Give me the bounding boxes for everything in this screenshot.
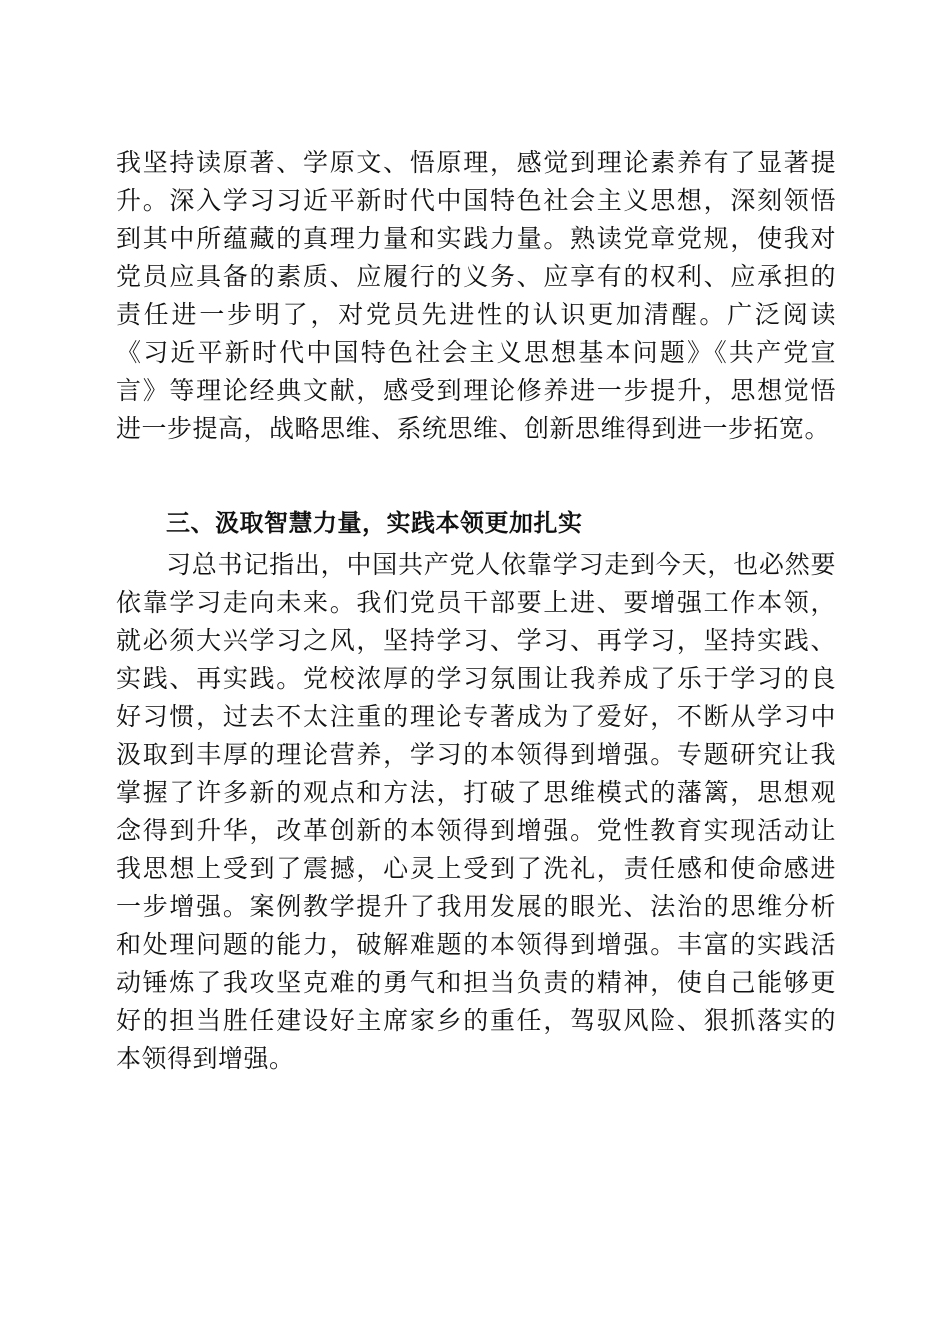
paragraph-1-line: 到其中所蕴藏的真理力量和实践力量。熟读党章党规，使我对 (116, 224, 836, 253)
paragraph-1-line: 党员应具备的素质、应履行的义务、应享有的权利、应承担的 (116, 262, 836, 291)
paragraph-2-line: 和处理问题的能力，破解难题的本领得到增强。丰富的实践活 (116, 930, 836, 959)
paragraph-2 (116, 546, 836, 1078)
paragraph-2-line: 好习惯，过去不太注重的理论专著成为了爱好，不断从学习中 (116, 702, 836, 731)
paragraph-2-line: 实践、再实践。党校浓厚的学习氛围让我养成了乐于学习的良 (116, 664, 836, 693)
paragraph-1-line: 我坚持读原著、学原文、悟原理，感觉到理论素养有了显著提 (116, 148, 836, 177)
paragraph-1-line: 言》等理论经典文献，感受到理论修养进一步提升，思想觉悟 (116, 376, 836, 405)
paragraph-2-line: 依靠学习走向未来。我们党员干部要上进、要增强工作本领， (116, 588, 836, 617)
paragraph-2-line: 念得到升华，改革创新的本领得到增强。党性教育实现活动让 (116, 816, 836, 845)
section-heading: 三、汲取智慧力量，实践本领更加扎实 (166, 509, 583, 537)
paragraph-1-line: 《习近平新时代中国特色社会主义思想基本问题》《共产党宣 (116, 338, 836, 367)
paragraph-2-line: 好的担当胜任建设好主席家乡的重任，驾驭风险、狠抓落实的 (116, 1006, 836, 1035)
paragraph-2-line: 本领得到增强。 (116, 1044, 295, 1073)
paragraph-2-line: 动锤炼了我攻坚克难的勇气和担当负责的精神，使自己能够更 (116, 968, 836, 997)
paragraph-2-line: 汲取到丰厚的理论营养，学习的本领得到增强。专题研究让我 (116, 740, 836, 769)
paragraph-1 (116, 144, 836, 448)
paragraph-2-line: 就必须大兴学习之风，坚持学习、学习、再学习，坚持实践、 (116, 626, 836, 655)
paragraph-1-line: 进一步提高，战略思维、系统思维、创新思维得到进一步拓宽。 (116, 414, 831, 443)
paragraph-2-line: 掌握了许多新的观点和方法，打破了思维模式的藩篱，思想观 (116, 778, 836, 807)
paragraph-2-line: 一步增强。案例教学提升了我用发展的眼光、法治的思维分析 (116, 892, 836, 921)
paragraph-2-line: 我思想上受到了震撼，心灵上受到了洗礼，责任感和使命感进 (116, 854, 836, 883)
paragraph-1-line: 升。深入学习习近平新时代中国特色社会主义思想，深刻领悟 (116, 186, 836, 215)
paragraph-1-line: 责任进一步明了，对党员先进性的认识更加清醒。广泛阅读 (116, 300, 836, 329)
paragraph-2-line: 习总书记指出，中国共产党人依靠学习走到今天，也必然要 (166, 550, 836, 579)
